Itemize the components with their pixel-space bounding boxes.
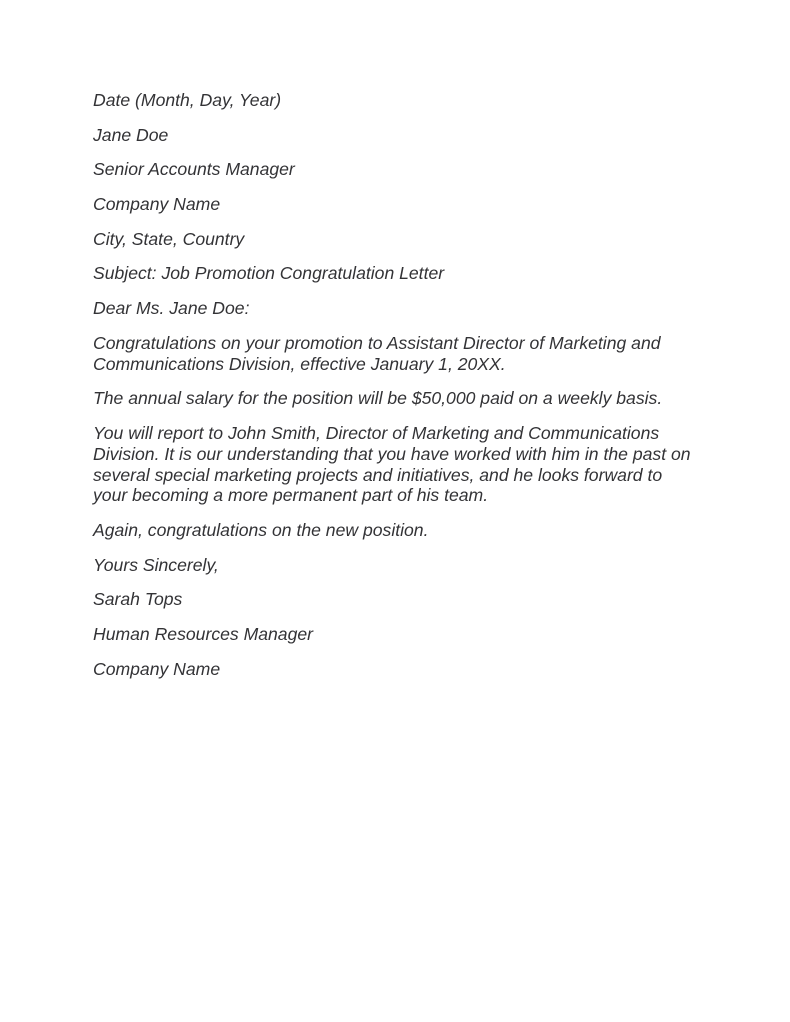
- letter-document: [93, 90, 693, 694]
- recipient-location: City, State, Country: [93, 228, 245, 249]
- body-paragraph-closing-remark: Again, congratulations on the new position.: [93, 520, 429, 541]
- salutation: Dear Ms. Jane Doe:: [93, 298, 250, 319]
- letter-subject: Subject: Job Promotion Congratulation Letter: [93, 263, 445, 284]
- recipient-title: Senior Accounts Manager: [93, 159, 295, 180]
- sender-name: Sarah Tops: [93, 589, 183, 610]
- body-paragraph-reporting: You will report to John Smith, Director of Marketing and Communications Division. It is our understanding that you have worked with him in the past on several special marketing projects and initiatives, and he looks forward to your becoming a more permanent part of his team.: [93, 422, 691, 506]
- closing: Yours Sincerely,: [93, 554, 219, 575]
- recipient-company: Company Name: [93, 194, 221, 215]
- sender-title: Human Resources Manager: [93, 624, 314, 645]
- body-paragraph-salary: The annual salary for the position will be $50,000 paid on a weekly basis.: [93, 388, 663, 409]
- recipient-name: Jane Doe: [93, 124, 169, 145]
- body-paragraph-promotion: Congratulations on your promotion to Assistant Director of Marketing and Communications Division, effective January 1, 20XX.: [93, 332, 661, 374]
- letter-date: Date (Month, Day, Year): [93, 90, 282, 110]
- sender-company: Company Name: [93, 658, 221, 679]
